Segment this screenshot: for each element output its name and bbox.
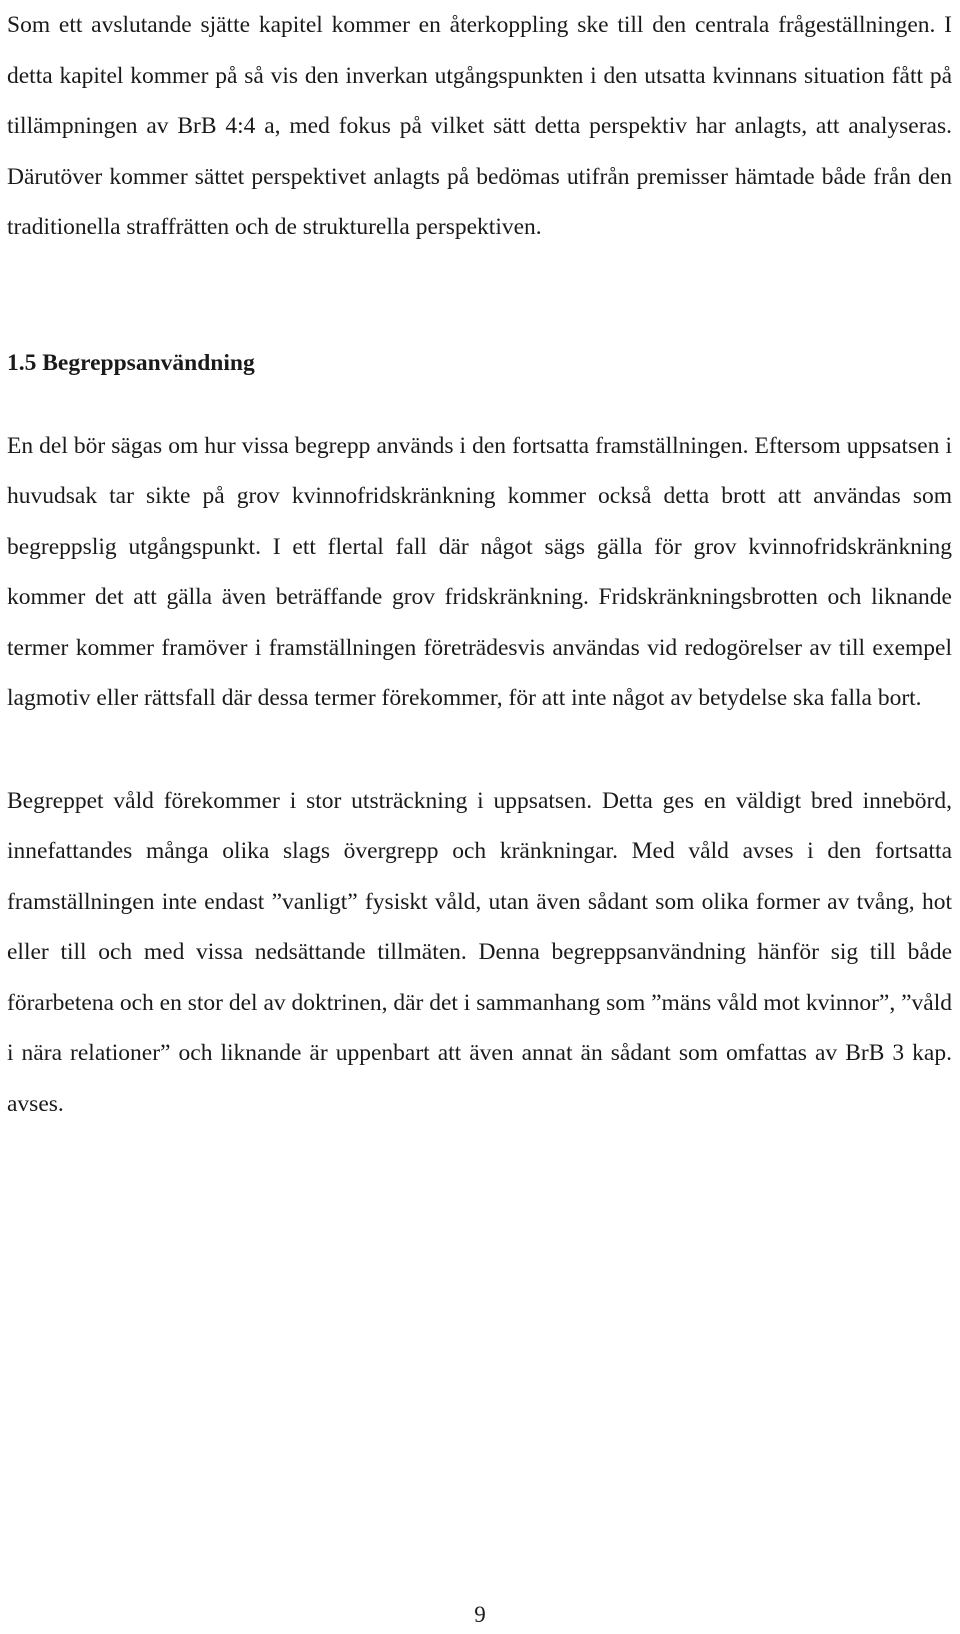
intro-paragraph: Som ett avslutande sjätte kapitel kommer en återkoppling ske till den centrala frågeställningen. I detta kapitel kommer på så vis den inverkan utgångspunkten i den utsatta kvinnans situation fått på tillämpningen av BrB 4:4 a, med fokus på vilket sätt detta perspektiv har anlagts, att analyseras. Därutöver kommer sättet perspektivet anlagts på bedömas utifrån premisser hämtade både från den traditionella straffrätten och de strukturella perspektiven. <box>7 12 952 240</box>
document-page <box>7 0 952 1129</box>
body-paragraph: Begreppet våld förekommer i stor utsträckning i uppsatsen. Detta ges en väldigt bred innebörd, innefattandes många olika slags övergrepp och kränkningar. Med våld avses i den fortsatta framställningen inte endast ”vanligt” fysiskt våld, utan även sådant som olika former av tvång, hot eller till och med vissa nedsättande tillmäten. Denna begreppsanvändning hänför sig till både förarbetena och en stor del av doktrinen, där det i sammanhang som ”mäns våld mot kvinnor”, ”våld i nära relationer” och liknande är uppenbart att även annat än sådant som omfattas av BrB 3 kap. avses. <box>7 787 952 1117</box>
section-heading: 1.5 Begreppsanvändning <box>7 349 255 376</box>
page-number: 9 <box>474 1602 486 1627</box>
body-paragraph: En del bör sägas om hur vissa begrepp används i den fortsatta framställningen. Eftersom uppsatsen i huvudsak tar sikte på grov kvinnofridskränkning kommer också detta brott att användas som begreppslig utgångspunkt. I ett flertal fall där något sägs gälla för grov kvinnofridskränkning kommer det att gälla även beträffande grov fridskränkning. Fridskränkningsbrotten och liknande termer kommer framöver i framställningen företrädesvis användas vid redogörelser av till exempel lagmotiv eller rättsfall där dessa termer förekommer, för att inte något av betydelse ska falla bort. <box>7 432 952 711</box>
